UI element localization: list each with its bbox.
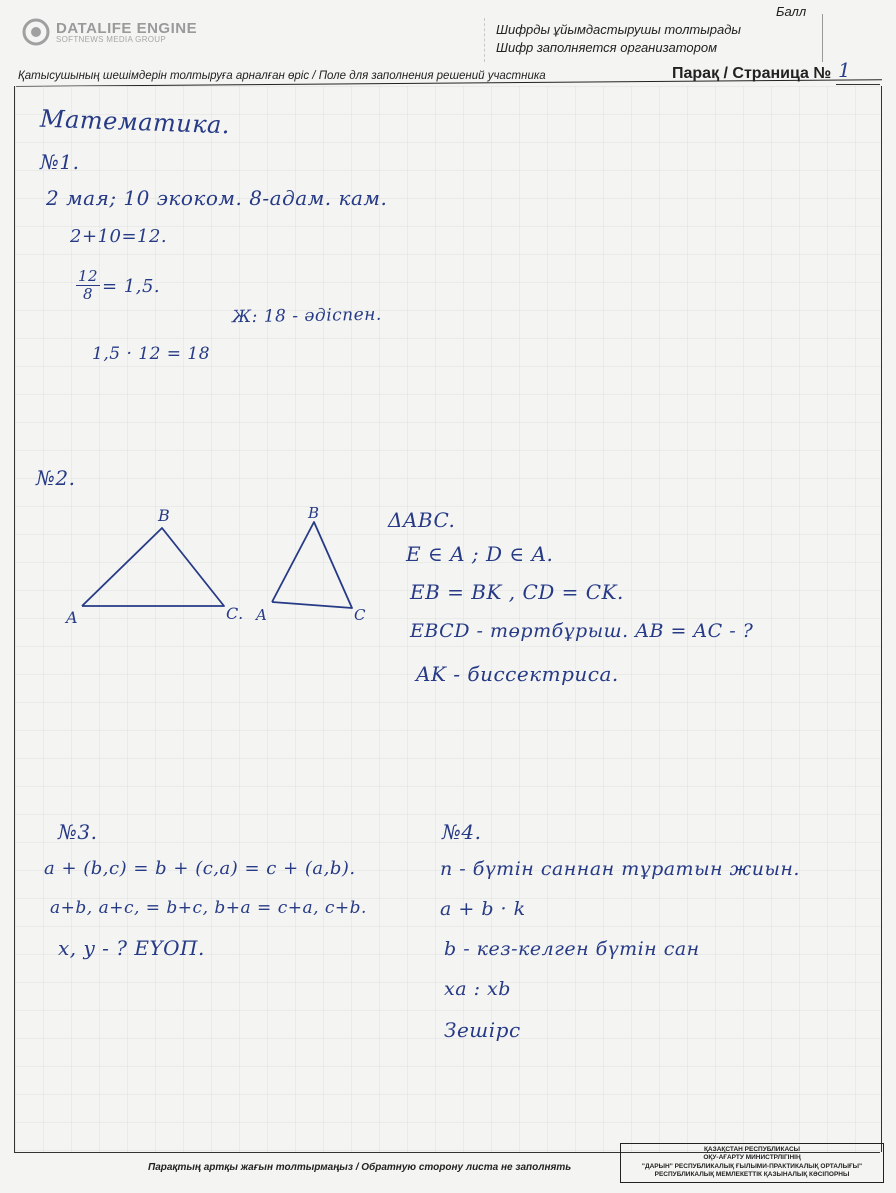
problem-4-line-4: xa : xb <box>444 978 511 1000</box>
page-label: Парақ / Страница № <box>672 65 832 82</box>
problem-2-line-2: E ∈ A ; D ∈ A. <box>406 542 554 566</box>
triangle-1-vertex-b: B <box>158 506 171 525</box>
triangle-2 <box>272 522 352 608</box>
score-label: Балл <box>776 4 807 19</box>
triangle-2-vertex-b: B <box>308 504 320 522</box>
organizer-note-ru: Шифр заполняется организатором <box>496 40 717 55</box>
stamp-line-3: "ДАРЫН" РЕСПУБЛИКАЛЫҚ ҒЫЛЫМИ-ПРАКТИКАЛЫҚ ОРТАЛЫҒЫ" <box>641 1162 863 1170</box>
problem-4-title: №4. <box>442 820 482 844</box>
subject-title: Математика. <box>39 104 231 140</box>
stamp-line-2: ОҚУ-АҒАРТУ МИНИСТРЛІГІНІҢ <box>703 1154 801 1162</box>
problem-3-title: №3. <box>58 820 98 844</box>
problem-1-line-2: 2+10=12. <box>70 226 168 247</box>
problem-3-line-2: a+b, a+c, = b+c, b+a = c+a, c+b. <box>50 898 367 918</box>
triangle-1 <box>82 528 224 606</box>
logo-title: DATALIFE ENGINE <box>56 19 198 37</box>
field-label: Қатысушының шешімдерін толтыруға арналған өріс / Поле для заполнения решений участника <box>18 70 546 82</box>
problem-1-line-4: 1,5 · 12 = 18 <box>92 344 211 364</box>
problem-1-line-1: 2 мая; 10 экоком. 8-адам. кам. <box>46 186 388 210</box>
footer-note: Парақтың артқы жағын толтырмаңыз / Обратную сторону листа не заполнять <box>148 1162 572 1173</box>
problem-2-line-5: AK - биссектриса. <box>416 662 619 686</box>
problem-4-line-2: a + b · k <box>440 898 526 920</box>
organizer-stamp <box>620 1143 884 1183</box>
triangle-2-vertex-c: C <box>354 606 366 624</box>
problem-2-title: №2. <box>36 466 76 490</box>
triangle-1-vertex-a: A <box>66 608 79 627</box>
fraction-numerator: 12 <box>78 267 99 285</box>
problem-2-line-1: ΔABC. <box>388 508 456 532</box>
triangle-1-vertex-c: C. <box>226 604 244 623</box>
logo-subtitle: SOFTNEWS MEDIA GROUP <box>56 34 167 44</box>
problem-4-line-5: Зешірс <box>444 1018 521 1042</box>
problem-3-line-1: a + (b,c) = b + (c,a) = c + (a,b). <box>44 858 356 879</box>
problem-1-answer: Ж: 18 - әдіспен. <box>231 304 382 328</box>
triangle-2-vertex-a: A <box>256 606 268 624</box>
stamp-line-1: ҚАЗАҚСТАН РЕСПУБЛИКАСЫ <box>703 1146 801 1153</box>
problem-2-line-3: EB = BK , CD = CK. <box>410 580 624 604</box>
problem-3-line-3: x, y - ? ЕҮОП. <box>58 936 205 960</box>
problem-1-fraction-result: = 1,5. <box>102 276 161 297</box>
fraction-denominator: 8 <box>83 285 94 303</box>
page-number: 1 <box>838 58 851 82</box>
problem-1-title: №1. <box>40 150 80 174</box>
stamp-line-4: РЕСПУБЛИКАЛЫҚ МЕМЛЕКЕТТІК ҚАЗЫНАЛЫҚ КӘСІПОРНЫ <box>654 1171 850 1179</box>
organizer-note-kz: Шифрды ұйымдастырушы толтырады <box>496 22 742 37</box>
problem-2-line-4: EBCD - төртбұрыш. AB = AC - ? <box>410 620 754 642</box>
problem-4-line-3: b - кез-келген бүтін сан <box>444 938 700 960</box>
problem-4-line-1: n - бүтін саннан тұратын жиын. <box>440 858 800 880</box>
